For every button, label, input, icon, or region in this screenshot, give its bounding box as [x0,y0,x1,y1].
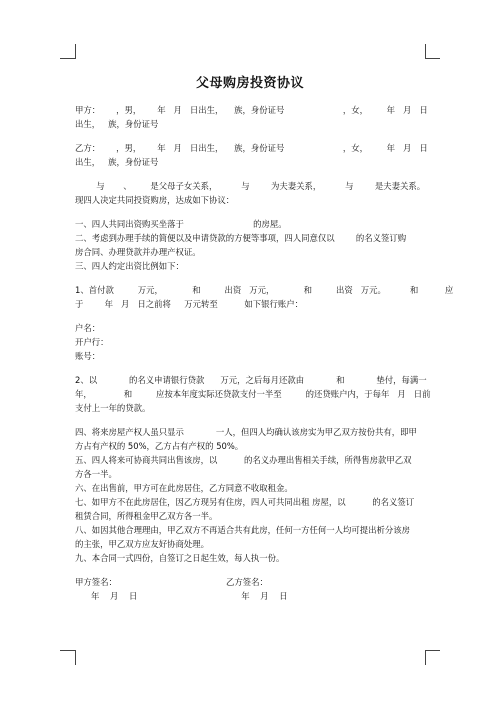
clause-2-line-1: 二、考虑到办理手续的简便以及申请贷款的方便等事项，四人同意仅以 的名义签订购 [75,233,407,243]
signature-labels: 甲方签名： 乙方签名： [75,577,268,587]
crop-mark-top-left-h [60,58,75,59]
item-1-line-2: 于 年 月 日之前将 万元转至 如下银行账户： [75,299,303,309]
item-2-line-1: 2、以 的名义申请银行贷款 万元，之后每月还款由 和 垫付，每满一 [75,375,427,385]
item-2-line-3: 支付上一年的贷款。 [75,403,151,413]
clause-6: 六、在出售前，甲方可在此房居住，乙方同意不收取租金。 [75,483,293,493]
clause-4-line-2: 方占有产权的 50%，乙方占有产权的 50%。 [75,441,244,451]
crop-mark-bottom-left-h [60,650,75,651]
clause-7-line-1: 七、如甲方不在此房居住，因乙方现另有住房，四人可共同出租 房屋，以 的名义签订 [75,497,415,507]
account-bank: 开户行： [75,337,109,347]
signature-dates: 年 月 日 年 月 日 [75,591,288,601]
account-number: 账号： [75,351,101,361]
item-2-line-2: 年， 和 应按本年度实际还贷款支付一半至 的还贷账户内，于每年 月 日前 [75,389,431,399]
clause-3: 三、四人约定出资比例如下： [75,261,184,271]
clause-4-line-1: 四、将来房屋产权人虽只显示 一人，但四人均确认该房实为甲乙双方按份共有，即甲 [75,427,417,437]
account-name: 户名： [75,323,101,333]
crop-mark-bottom-left-v [75,650,76,665]
document-title: 父母购房投资协议 [195,76,304,91]
crop-mark-top-left-v [75,44,76,59]
clause-8-line-1: 八、如因其他合理理由，甲乙双方不再适合共有此房，任何一方任何一人均可提出析分该房 [75,525,410,535]
clause-7-line-2: 租赁合同，所得租金甲乙双方各一半。 [75,511,218,521]
clause-5-line-1: 五、四人将来可协商共同出售该房，以 的名义办理出售相关手续，所得售房款甲乙双 [75,455,412,465]
relation-line-1: 与 、 是父母子女关系， 与 为夫妻关系， 与 是夫妻关系。 [75,181,426,191]
party-a-line-1: 甲方： ，男， 年 月 日出生， 族，身份证号 ，女， 年 月 日 [75,105,428,115]
party-b-line-2: 出生， 族，身份证号 [75,157,159,167]
item-1-line-1: 1、首付款 万元， 和 出资 万元， 和 出资 万元。 和 应 [75,285,454,295]
crop-mark-bottom-right-v [425,650,426,665]
crop-mark-top-right-h [425,58,440,59]
clause-1: 一、四人共同出资购买坐落于 的房屋。 [75,219,287,229]
clause-9: 九、本合同一式四份，自签订之日起生效，每人执一份。 [75,553,285,563]
crop-mark-top-right-v [425,44,426,59]
crop-mark-bottom-right-h [425,650,440,651]
party-b-line-1: 乙方： ，男， 年 月 日出生， 族，身份证号 ，女， 年 月 日 [75,143,428,153]
relation-line-2: 现四人决定共同投资购房，达成如下协议： [75,195,235,205]
clause-5-line-2: 方各一半。 [75,469,117,479]
party-a-line-2: 出生， 族，身份证号 [75,119,159,129]
clause-8-line-2: 的主张，甲乙双方应友好协商处理。 [75,539,209,549]
clause-2-line-2: 房合同、办理贷款并办理产权证。 [75,247,201,257]
document-body [75,103,454,603]
